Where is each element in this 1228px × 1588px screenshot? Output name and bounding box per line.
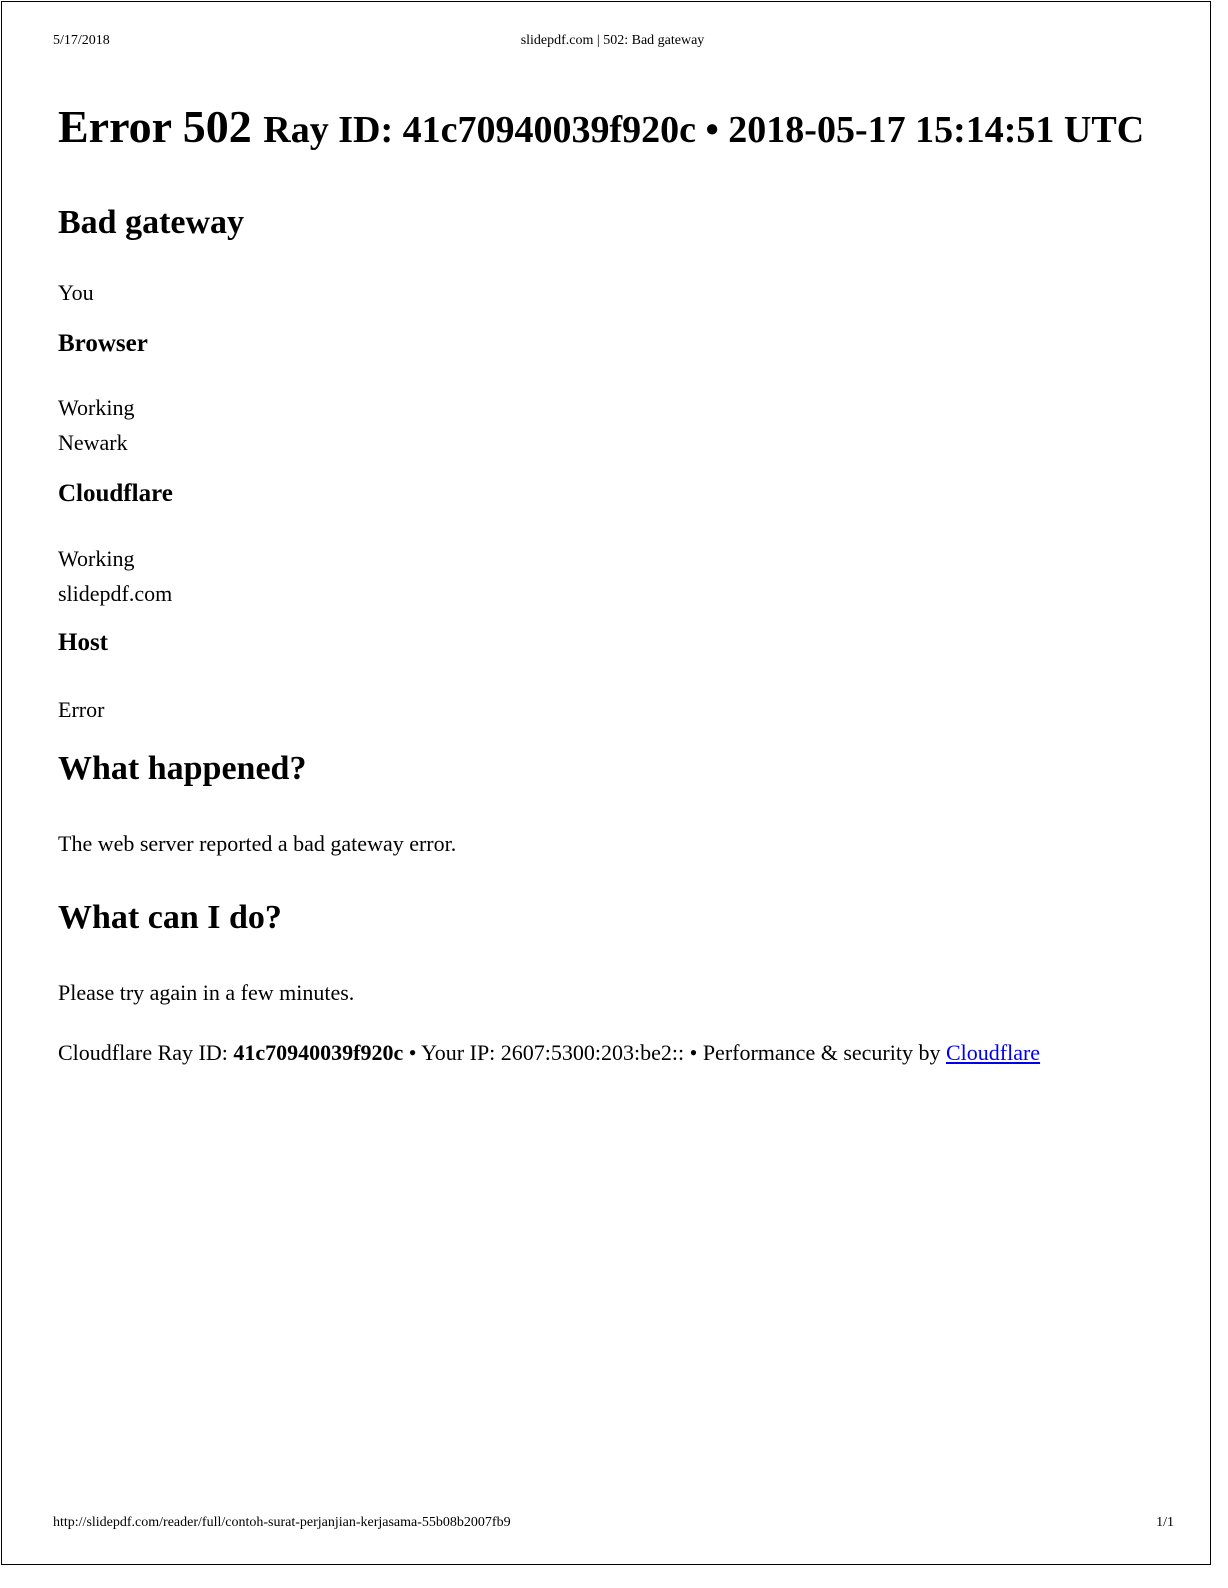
browser-location: Newark: [58, 430, 128, 455]
cloudflare-footer: [58, 1038, 1178, 1068]
error-heading: [58, 88, 1178, 169]
what-can-i-do-heading: What can I do?: [58, 899, 282, 936]
host-title: Host: [58, 629, 108, 656]
print-url: http://slidepdf.com/reader/full/contoh-surat-perjanjian-kerjasama-55b08b2007fb9: [53, 1515, 511, 1530]
browser-title: Browser: [58, 330, 148, 357]
cloudflare-location: slidepdf.com: [58, 581, 173, 606]
print-header: [53, 33, 1172, 51]
print-page-number: 1/1: [1156, 1515, 1174, 1530]
what-happened-text: The web server reported a bad gateway error.: [58, 831, 457, 856]
cloudflare-status: Working: [58, 546, 135, 571]
bad-gateway-heading: Bad gateway: [58, 204, 245, 241]
footer-ip-text: • Your IP: 2607:5300:203:be2:: • Performance & security by: [403, 1040, 946, 1065]
print-page-title: slidepdf.com | 502: Bad gateway: [520, 33, 705, 48]
error-ray-info: Ray ID: 41c70940039f920c • 2018-05-17 15:14:51 UTC: [263, 109, 1145, 151]
host-status: Error: [58, 697, 105, 722]
main-content: [58, 88, 1178, 1068]
cloudflare-link[interactable]: Cloudflare: [945, 1040, 1041, 1065]
cloudflare-title: Cloudflare: [58, 480, 173, 507]
footer-ray-prefix: Cloudflare Ray ID:: [58, 1040, 234, 1065]
you-label: You: [58, 280, 94, 305]
what-can-i-do-text: Please try again in a few minutes.: [58, 980, 355, 1005]
print-footer: [53, 1515, 1174, 1533]
browser-status: Working: [58, 395, 135, 420]
error-code: Error 502: [58, 101, 252, 152]
print-date: 5/17/2018: [53, 33, 110, 48]
what-happened-heading: What happened?: [58, 750, 307, 787]
footer-ray-id: 41c70940039f920c: [233, 1040, 404, 1065]
